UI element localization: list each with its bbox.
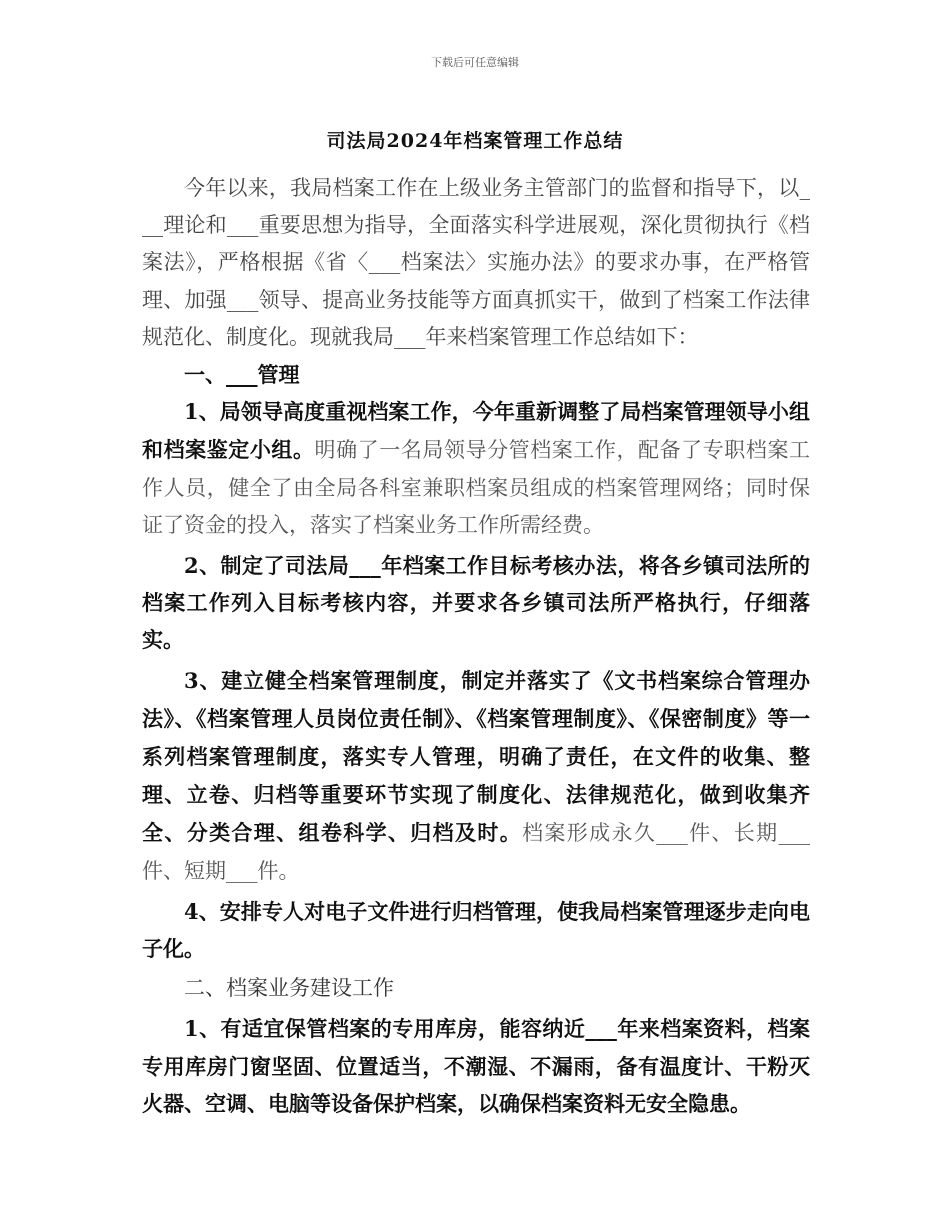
- intro-paragraph: 今年以来，我局档案工作在上级业务主管部门的监督和指导下，以___理论和___重要思想为指导，全面落实科学进展观，深化贯彻执行《档案法》，严格根据《省〈___档案法〉实施办法》的要求办事，在严格管理、加强___领导、提高业务技能等方面真抓实干，做到了档案工作法律规范化、制度化。现就我局___年来档案管理工作总结如下：: [142, 176, 810, 349]
- section1-item3-bold-text: 3、建立健全档案管理制度，制定并落实了《文书档案综合管理办法》、《档案管理人员岗位责任制》、《档案管理制度》、《保密制度》等一系列档案管理制度，落实专人管理，明确了责任，在文件的收集、整理、立卷、归档等重要环节实现了制度化、法律规范化，做到收集齐全、分类合理、组卷科学、归档及时。: [142, 667, 810, 846]
- section1-item1-bold-text: 1、局领导高度重视档案工作，今年重新调整了局档案管理领导小组和档案鉴定小组。: [142, 399, 810, 463]
- document-body: [142, 170, 810, 1122]
- section2-heading: 二、档案业务建设工作: [184, 976, 394, 1001]
- section2-item1: 1、有适宜保管档案的专用库房，能容纳近___年来档案资料，档案专用库房门窗坚固、位置适当，不潮湿、不漏雨，备有温度计、干粉灭火器、空调、电脑等设备保护档案，以确保档案资料无安全隐患。: [142, 1016, 810, 1116]
- section1-item2: 2、制定了司法局___年档案工作目标考核办法，将各乡镇司法所的档案工作列入目标考核内容，并要求各乡镇司法所严格执行，仔细落实。: [142, 553, 810, 653]
- document-title: 司法局2024年档案管理工作总结: [326, 130, 624, 152]
- section1-heading: 一、___管理: [184, 362, 300, 388]
- section1-item4: 4、安排专人对电子文件进行归档管理，使我局档案管理逐步走向电子化。: [142, 898, 810, 962]
- section1-item3-normal-text: 档案形成永久___件、长期___件、短期___件。: [142, 821, 811, 883]
- section1-item1: [142, 393, 810, 544]
- page-header-note: 下载后可任意编辑: [431, 56, 519, 69]
- section1-item1-normal-text: 明确了一名局领导分管档案工作，配备了专职档案工作人员，健全了由全局各科室兼职档案员组成的档案管理网络；同时保证了资金的投入，落实了档案业务工作所需经费。: [142, 438, 811, 537]
- section1-item3: [142, 662, 810, 890]
